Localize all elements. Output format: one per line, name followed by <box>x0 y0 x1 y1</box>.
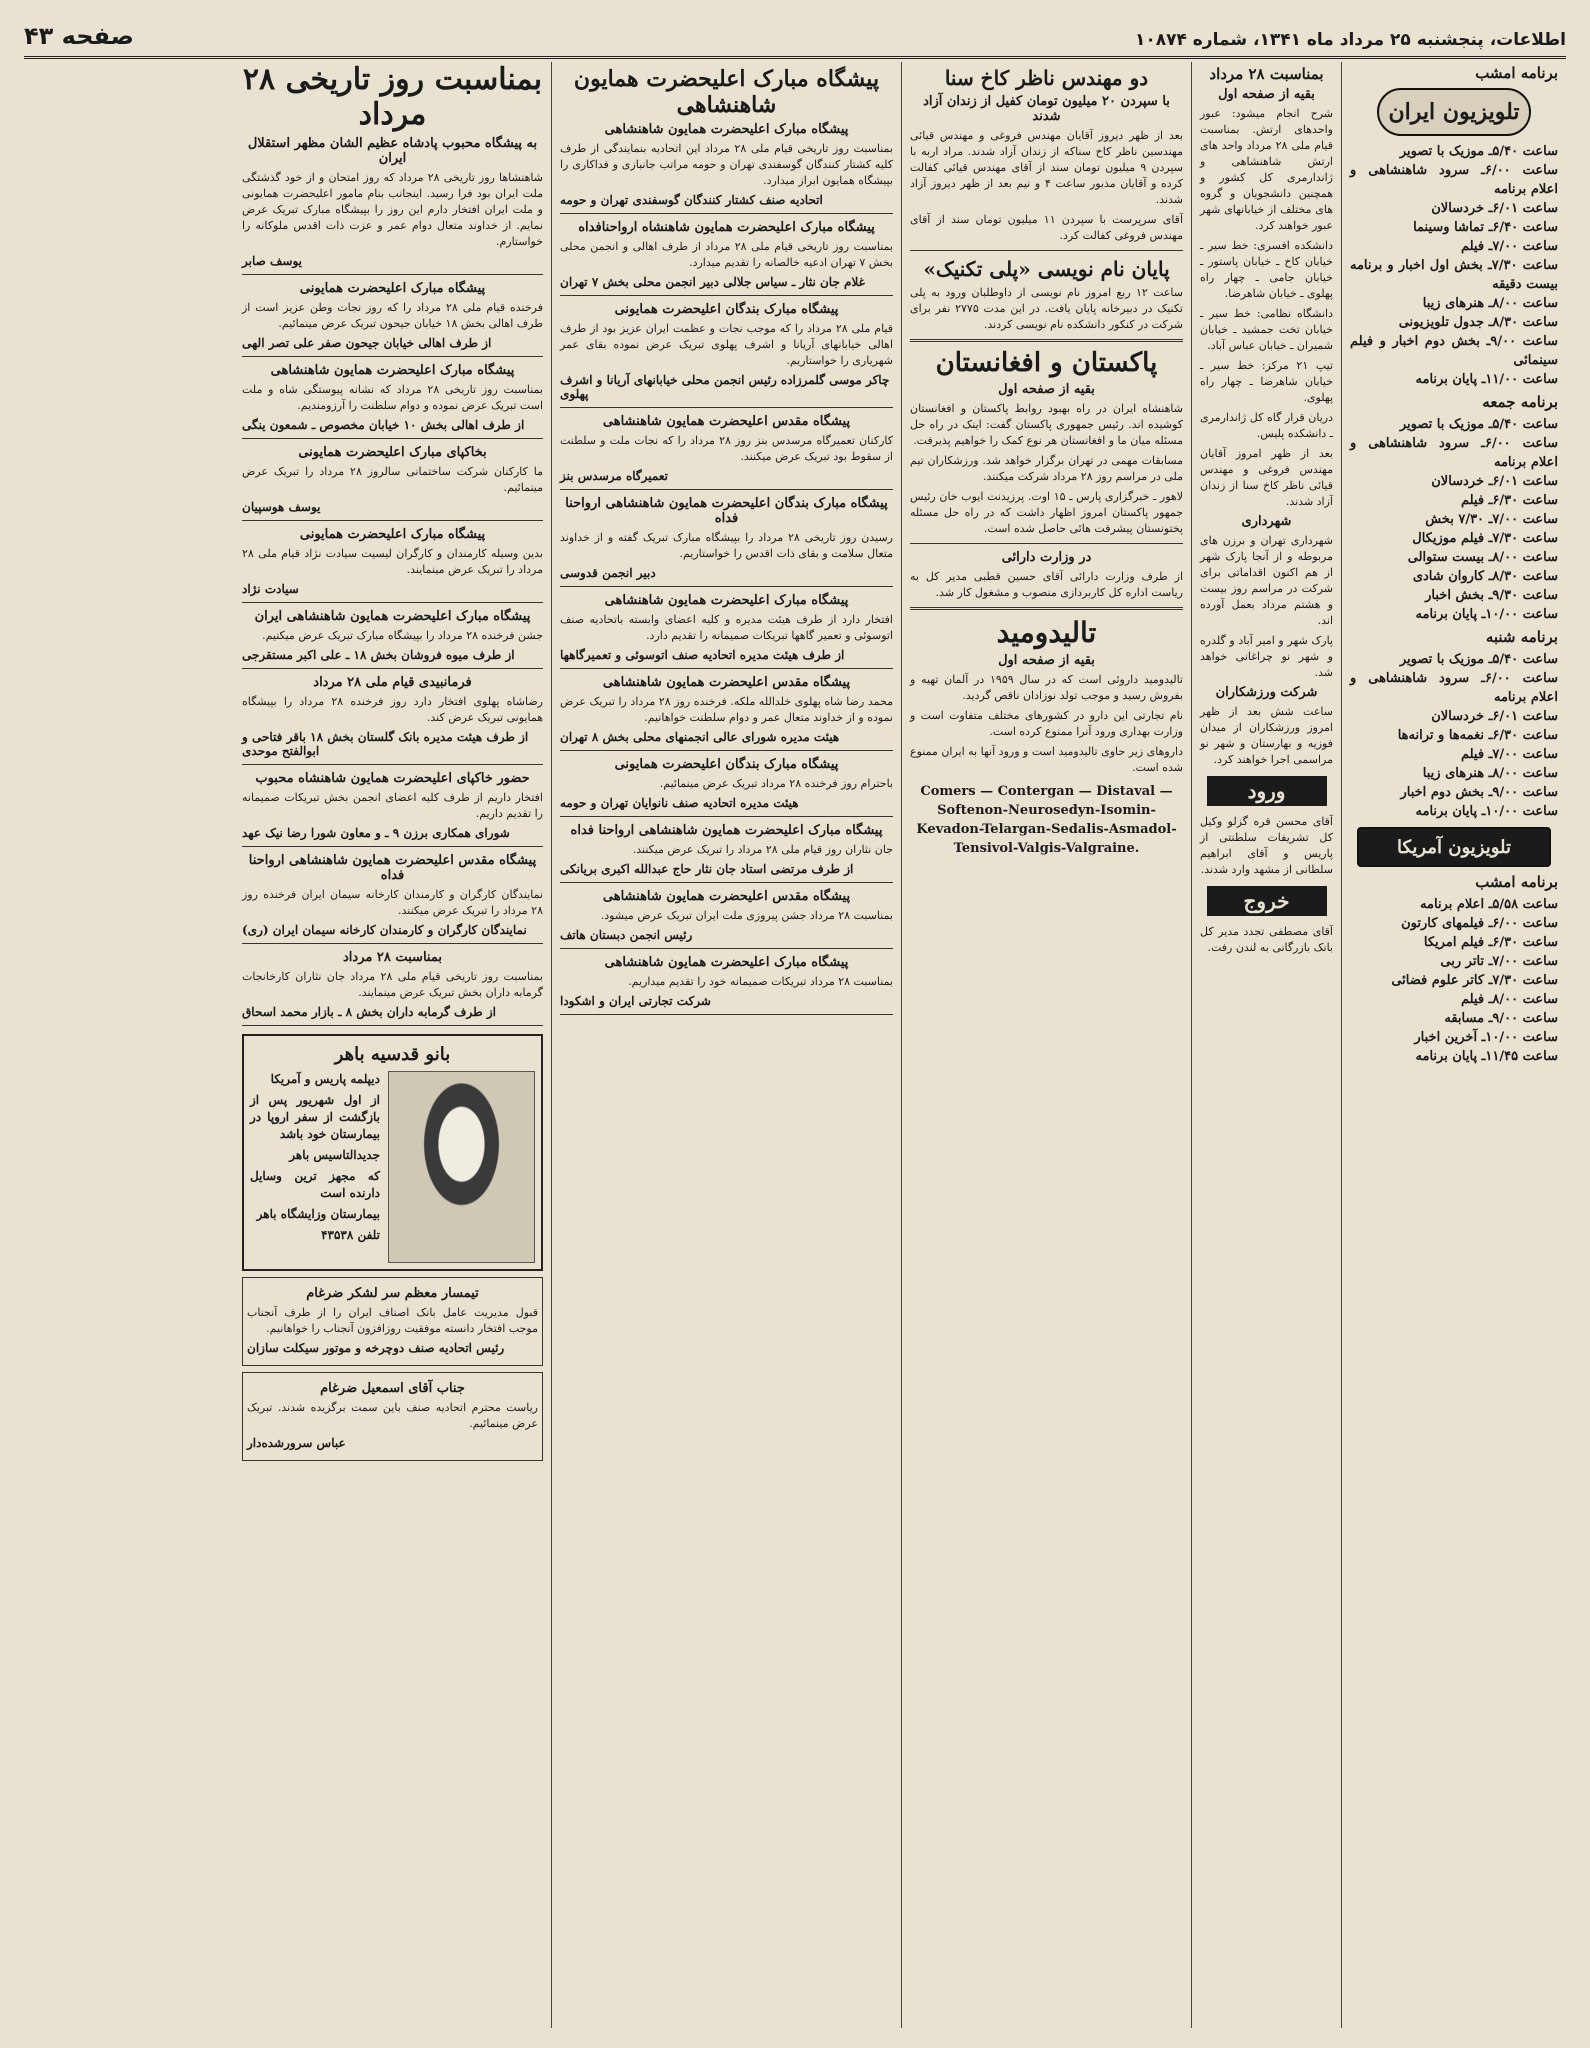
greeting-signature: هیئت مدیره شورای عالی انجمنهای محلی بخش ۸ تهران <box>560 730 840 744</box>
greeting-item <box>242 363 543 439</box>
greeting-heading: حضور خاکپای اعلیحضرت همایون شاهنشاه محبوب <box>255 771 530 786</box>
tv-program-line: ساعت ۶/۰۱ـ خردسالان <box>1431 201 1558 216</box>
columns <box>24 62 1566 2028</box>
tv-program-line: ساعت ۷/۰۰ـ فیلم <box>1460 239 1558 254</box>
pakistan-body <box>910 401 1183 537</box>
greeting-text: رضاشاه پهلوی افتخار دارد روز فرخنده ۲۸ مرداد را بپیشگاه همایونی تبریک عرض کند. <box>242 695 543 724</box>
paragraph: مسابقات مهمی در تهران برگزار خواهد شد. ورزشکاران تیم ملی در مراسم روز ۲۸ مرداد شرکت میکنند. <box>910 454 1183 483</box>
greeting-signature: هیئت مدیره اتحادیه صنف نانوایان تهران و حومه <box>560 796 799 810</box>
greeting-item <box>242 445 543 521</box>
greeting-signature: رئیس انجمن دبستان هاتف <box>560 928 693 942</box>
greeting-item <box>560 823 893 883</box>
divider <box>242 602 543 603</box>
greeting-signature: دبیر انجمن قدوسی <box>560 566 656 580</box>
homayoun-title: پیشگاه مبارک اعلیحضرت همایون شاهنشاهی <box>573 66 880 118</box>
greeting-item <box>242 675 543 765</box>
departure-text: آقای مصطفی تجدد مدیر کل بانک بازرگانی به لندن رفت. <box>1200 925 1333 954</box>
greeting-text: بمناسبت روز تاریخی قیام ملی ۲۸ مرداد جان نثاران کارخانجات گرمابه داران بخش تبریک عرض مینمایند. <box>242 970 543 999</box>
us-tv-list <box>1350 895 1558 1066</box>
greeting-item <box>242 853 543 944</box>
greeting-heading: پیشگاه مبارک اعلیحضرت همایون شاهنشاهی <box>604 122 849 137</box>
paragraph: ساعت شش بعد از ظهر امروز ورزشکاران از میدان فوزیه و بهارستان و شهر نو مراسمی اجرا خواهند کرد. <box>1200 705 1333 766</box>
portrait-photo <box>388 1071 535 1263</box>
tv-program-column <box>1341 62 1566 2028</box>
greeting-signature: از طرف اهالی بخش ۱۰ خیابان مخصوص ـ شمعون ینگی <box>242 418 525 432</box>
greeting-heading: فرمانبیدی قیام ملی ۲۸ مرداد <box>313 675 472 690</box>
municipality-body <box>1200 533 1333 681</box>
mordad-col-body <box>1200 106 1333 510</box>
arrival-tag: ورود <box>1207 776 1327 806</box>
greeting-item <box>242 136 543 275</box>
tv-tonight-heading: برنامه امشب <box>1475 64 1558 82</box>
paragraph: داروهای زیر حاوی تالیدومید است و ورود آنها به ایران ممنوع شده است. <box>910 745 1183 774</box>
us-tv-tonight-heading: برنامه امشب <box>1475 873 1558 891</box>
notice-signature: رئیس اتحادیه صنف دوچرخه و موتور سیکلت سازان <box>247 1341 505 1355</box>
tv-program-line: ساعت ۸/۳۰ـ کاروان شادی <box>1412 569 1558 584</box>
greeting-signature: غلام جان نثار ـ سیاس جلالی دبیر انجمن محلی بخش ۷ تهران <box>560 275 865 289</box>
greeting-text: جان نثاران روز قیام ملی ۲۸ مرداد را تبریک عرض میکنند. <box>632 843 893 856</box>
tv-program-line: ساعت ۱۱/۰۰ـ پایان برنامه <box>1415 372 1558 387</box>
greeting-text: افتخار داریم از طرف کلیه اعضای انجمن بخش تبریکات صمیمانه را تقدیم داریم. <box>242 791 543 820</box>
greeting-item <box>242 771 543 847</box>
nazer-subtitle: با سپردن ۲۰ میلیون تومان کفیل از زندان آزاد شدند <box>923 94 1170 124</box>
greeting-text: بمناسبت ۲۸ مرداد تبریکات صمیمانه خود را تقدیم میداریم. <box>628 975 893 988</box>
greeting-heading: پیشگاه مبارک اعلیحضرت همایونی <box>299 527 486 542</box>
iran-tv-logo: تلویزیون ایران <box>1377 88 1531 136</box>
mordad-col-title: بمناسبت ۲۸ مرداد <box>1209 65 1324 83</box>
athletes-body <box>1200 704 1333 768</box>
greeting-item <box>560 757 893 817</box>
greeting-heading: پیشگاه مبارک اعلیحضرت همایون شاهنشاه ارواحنافداه <box>578 220 875 235</box>
tv-program-line: ساعت ۹/۰۰ـ بخش دوم اخبار <box>1400 785 1558 800</box>
greeting-text: بمناسبت ۲۸ مرداد جشن پیروزی ملت ایران تبریک عرض میشود. <box>600 909 893 922</box>
tv-program-line: ساعت ۹/۰۰ـ بخش دوم اخبار و فیلم سینمائی <box>1350 334 1558 368</box>
tv-saturday-heading: برنامه شنبه <box>1485 628 1558 646</box>
greeting-heading: پیشگاه مبارک اعلیحضرت همایون شاهنشاهی <box>604 955 849 970</box>
divider <box>242 846 543 847</box>
divider <box>560 586 893 587</box>
greeting-item <box>560 414 893 490</box>
greeting-text: جشن فرخنده ۲۸ مرداد را بپیشگاه مبارک تبریک عرض میکنیم. <box>262 629 543 642</box>
polytechnic-title: پایان نام نویسی «پلی تکنیک» <box>923 257 1170 281</box>
page-header <box>24 18 1566 59</box>
athletes-heading: شرکت ورزشکاران <box>1215 685 1318 700</box>
nazer-body <box>910 128 1183 244</box>
greeting-item <box>560 955 893 1015</box>
divider <box>910 339 1183 342</box>
pakistan-title: پاکستان و افغانستان <box>935 348 1158 378</box>
ad-line: از اول شهریور پس از بازگشت از سفر اروپا در بیمارستان خود باشد <box>250 1093 380 1141</box>
nazer-title: دو مهندس ناظر کاخ سنا <box>944 66 1149 90</box>
greeting-signature: از طرف میوه فروشان بخش ۱۸ ـ علی اکبر مستقرجی <box>242 648 515 662</box>
greeting-heading: پیشگاه مبارک اعلیحضرت همایون شاهنشاهی <box>604 593 849 608</box>
greeting-item <box>242 527 543 603</box>
divider <box>242 438 543 439</box>
greeting-item <box>560 675 893 751</box>
tv-saturday-list <box>1350 650 1558 821</box>
greeting-heading: پیشگاه مقدس اعلیحضرت همایون شاهنشاهی ارواحنا فداه <box>248 853 537 883</box>
tv-program-line: ساعت ۷/۰۰ـ ۷/۳۰ بخش <box>1425 512 1558 527</box>
tv-program-line: ساعت ۵/۵۸ـ اعلام برنامه <box>1420 897 1558 912</box>
paragraph: تیپ ۲۱ مرکز: خط سیر ـ خیابان شاهرضا ـ چهار راه پهلوی. <box>1200 359 1334 404</box>
greeting-heading: پیشگاه مبارک بندگان اعلیحضرت همایونی <box>614 757 839 772</box>
greeting-signature: اتحادیه صنف کشتار کنندگان گوسفندی تهران و حومه <box>560 193 823 207</box>
mordad-greetings <box>242 136 543 1026</box>
tv-program-line: ساعت ۱۰/۰۰ـ پایان برنامه <box>1415 607 1558 622</box>
paragraph: پارک شهر و امیر آباد و گلدره و شهر نو چراغانی خواهد شد. <box>1200 634 1333 679</box>
greeting-item <box>560 593 893 669</box>
greeting-text: بمناسبت روز تاریخی قیام ملی ۲۸ مرداد این اتحادیه بنمایندگی از طرف کلیه کشتار کنندگان گوسفندی تهران و حومه مراتب جانبازی و فداکاری را بپیشگاه همایون ابراز میدارد. <box>560 142 893 187</box>
tv-program-line: ساعت ۹/۳۰ـ بخش اخبار <box>1425 588 1558 603</box>
greeting-heading: پیشگاه مبارک اعلیحضرت همایون شاهنشاهی ایران <box>254 609 531 624</box>
finance-heading: در وزارت دارائی <box>1001 550 1092 565</box>
notice2-title: جناب آقای اسمعیل ضرغام <box>320 1381 465 1396</box>
greeting-signature: سیادت نژاد <box>242 582 299 596</box>
paragraph: بعد از ظهر دیروز آقایان مهندس فروغی و مهندس قیائی مهندسین ناظر کاخ سناکه از زندان آزاد شدند. مراد اربه با سپردن ۹ میلیون تومان سند از آقای مهندس قیائی کفالت کرده و آقایان مذبور ساعت ۴ و نیم بعد از ظهر دیروز آزاد شدند. <box>910 129 1184 206</box>
greeting-signature: شورای همکاری برزن ۹ ـ و معاون شورا رضا نیک عهد <box>242 826 510 840</box>
ad-line: که مجهز ترین وسایل دارنده است <box>250 1169 380 1200</box>
paragraph: تالیدومید داروئی است که در سال ۱۹۵۹ در آلمان تهیه و بفروش رسید و موجب تولد نوزادان ناقص گردید. <box>910 673 1183 702</box>
tv-program-line: ساعت ۵/۴۰ـ موزیک با تصویر <box>1399 144 1558 159</box>
greetings-column-right <box>551 62 901 2028</box>
thalidomide-body <box>910 672 1183 776</box>
greeting-heading: پیشگاه مبارک اعلیحضرت همایونی <box>299 281 486 296</box>
tv-program-line: ساعت ۹/۰۰ـ مسابقه <box>1444 1011 1558 1026</box>
greeting-text: افتخار دارد از طرف هیئت مدیره و کلیه اعضای وابسته باتحادیه صنف اتوسوئی و تعمیر گاهها تبریکات صمیمانه را تقدیم دارد. <box>560 613 893 642</box>
divider <box>560 213 893 214</box>
greeting-heading: پیشگاه مبارک اعلیحضرت همایون شاهنشاهی <box>270 363 515 378</box>
tv-program-line: ساعت ۸/۰۰ـ فیلم <box>1460 992 1558 1007</box>
mordad-continued-column <box>1191 62 1341 2028</box>
greeting-text: قیام ملی ۲۸ مرداد را که موجب نجات و عظمت ایران عزیز بود از طرف اهالی خیابانهای آریانا و اشرف پهلوی تبریک عرض نموده بقای عمر شهریاری را خواستاریم. <box>560 322 893 367</box>
news-column <box>901 62 1191 2028</box>
greeting-signature: چاکر موسی گلمرزاده رئیس انجمن محلی خیابانهای آریانا و اشرف پهلوی <box>560 373 890 401</box>
paragraph: شاهنشاه ایران در راه بهبود روابط پاکستان و افغانستان کوشیده اند. رئیس جمهوری پاکستان گفت: اینک در راه حل مسئله میان ما و افغانستان هر نوع کمک را خواهیم پذیرفت. <box>910 402 1183 447</box>
ad-line: تلفن ۴۳۵۳۸ <box>321 1228 380 1242</box>
paragraph: دریان قرار گاه کل ژاندارمری ـ دانشکده پلیس. <box>1200 411 1333 440</box>
divider <box>560 407 893 408</box>
greeting-heading: بخاکپای مبارک اعلیحضرت همایونی <box>298 445 487 460</box>
greeting-item <box>242 609 543 669</box>
greeting-item <box>560 122 893 214</box>
tv-program-line: ساعت ۷/۳۰ـ کاتر علوم فضائی <box>1391 973 1558 988</box>
greeting-heading: پیشگاه مبارک اعلیحضرت همایون شاهنشاهی ارواحنا فداه <box>570 823 883 838</box>
tv-program-line: ساعت ۶/۳۰ـ فیلم امریکا <box>1423 935 1558 950</box>
tv-program-line: ساعت ۶/۰۱ـ خردسالان <box>1431 474 1558 489</box>
tv-program-line: ساعت ۶/۰۰ـ سرود شاهنشاهی و اعلام برنامه <box>1350 671 1558 705</box>
greeting-item <box>560 889 893 949</box>
drug-names: Comers — Contergan — Distaval — Softenon-Neurosedyn-Isomin-Kevadon-Telargan-Sedalis-Asmadol-Tensivol-Valgis-Valgraine. <box>916 784 1177 856</box>
paragraph: نام تجارتی این دارو در کشورهای مختلف متفاوت است و وزارت بهداری ورود آنرا ممنوع کرده است. <box>910 709 1183 738</box>
greeting-item <box>242 281 543 357</box>
hospital-ad <box>242 1034 543 1271</box>
greeting-heading: پیشگاه مقدس اعلیحضرت همایون شاهنشاهی <box>602 675 851 690</box>
divider <box>560 948 893 949</box>
greeting-text: شاهنشاها روز تاریخی ۲۸ مرداد که روز امتحان و از خود گذشتگی ملت ایران بود فرا رسید. اینجانب بنام مامور اعلیحضرت همایونی و ملت ایران افتخار دارم این روز را بپیشگاه مبارک تبریک عرض نمایم. از خداوند متعال دوام عمر و عزت ذات اقدس ملوکانه را خواستارم. <box>242 171 543 248</box>
tv-program-line: ساعت ۶/۳۰ـ نغمه‌ها و ترانه‌ها <box>1397 728 1558 743</box>
divider <box>910 607 1183 610</box>
notice2-text: ریاست محترم اتحادیه صنف باین سمت برگزیده شدند. تبریک عرض مینمائیم. <box>247 1401 538 1430</box>
divider <box>242 274 543 275</box>
greeting-item <box>560 496 893 587</box>
greeting-heading: به پیشگاه محبوب پادشاه عظیم الشان مظهر استقلال ایران <box>247 136 538 166</box>
pakistan-cont: بقیه از صفحه اول <box>998 382 1095 397</box>
divider <box>560 295 893 296</box>
divider <box>560 750 893 751</box>
paragraph: آقای سرپرست با سپردن ۱۱ میلیون تومان سند از آقای مهندس فروغی کفالت کرد. <box>910 213 1183 242</box>
tv-program-line: ساعت ۶/۴۰ـ تماشا وسینما <box>1413 220 1558 235</box>
paragraph: دانشکده افسری: خط سیر ـ خیابان کاخ ـ خیابان پاستور ـ خیابان جامی ـ چهار راه پهلوی ـ خیابان شاهرضا. <box>1200 239 1333 300</box>
divider <box>242 1025 543 1026</box>
greeting-signature: شرکت تجارتی ایران و اشکودا <box>560 994 711 1008</box>
divider <box>242 943 543 944</box>
greeting-heading: پیشگاه مبارک بندگان اعلیحضرت همایون شاهنشاهی ارواحنا فداه <box>565 496 888 526</box>
page-number: صفحه ۴۳ <box>24 22 134 50</box>
divider <box>560 816 893 817</box>
paragraph: شهرداری تهران و برزن های مربوطه و از آنجا پارک شهر از هم اکنون اقداماتی برای شرکت در مراسم روز بیست و هشتم مرداد بعمل آورده اند. <box>1200 534 1333 627</box>
greeting-text: بمناسبت روز تاریخی ۲۸ مرداد که نشانه پیوستگی شاه و ملت است تبریک عرض نموده و دوام سلطنت را آرزومندیم. <box>242 383 543 412</box>
ad-line: جدیدالتاسیس باهر <box>289 1148 380 1162</box>
tv-program-line: ساعت ۱۱/۴۵ـ پایان برنامه <box>1415 1049 1558 1064</box>
notice-box-2 <box>242 1372 543 1461</box>
tv-program-line: ساعت ۶/۳۰ـ فیلم <box>1460 493 1558 508</box>
notice-box <box>242 1277 543 1366</box>
greeting-item <box>242 950 543 1026</box>
greetings-column-left <box>234 62 551 2028</box>
greeting-text: فرخنده قیام ملی ۲۸ مرداد را که روز نجات وطن عزیز است از طرف اهالی بخش ۱۸ خیابان جیحون تبریک عرض مینمائیم. <box>242 301 543 330</box>
greeting-signature: از طرف هیئت مدیره اتحادیه صنف اتوسوئی و تعمیرگاهها <box>560 648 845 662</box>
ad-line: بیمارستان وزایشگاه باهر <box>256 1207 380 1221</box>
polytechnic-body <box>910 285 1183 333</box>
thalidomide-cont: بقیه از صفحه اول <box>998 653 1095 668</box>
paragraph: دانشگاه نظامی: خط سیر ـ خیابان تخت جمشید ـ خیابان شمیران ـ خیابان عباس آباد. <box>1200 307 1333 352</box>
municipality-heading: شهرداری <box>1241 514 1292 529</box>
greeting-heading: پیشگاه مبارک بندگان اعلیحضرت همایونی <box>614 302 839 317</box>
greeting-signature: یوسف صابر <box>242 254 302 268</box>
greeting-item <box>560 220 893 296</box>
homayoun-greetings <box>560 122 893 1015</box>
greeting-signature: از طرف مرتضی استاد جان نثار حاج عبدالله اکبری بریانکی <box>560 862 854 876</box>
greeting-signature: یوسف هوسپیان <box>242 500 321 514</box>
divider <box>242 356 543 357</box>
tv-program-line: ساعت ۵/۴۰ـ موزیک با تصویر <box>1399 652 1558 667</box>
greeting-signature: تعمیرگاه مرسدس بنز <box>560 469 668 483</box>
greeting-item <box>560 302 893 408</box>
greeting-text: بدین وسیله کارمندان و کارگران لیسیت سیادت نژاد قیام ملی ۲۸ مرداد را تبریک عرض مینمایند. <box>242 547 543 576</box>
greeting-text: بمناسبت روز تاریخی قیام ملی ۲۸ مرداد از طرف اهالی و انجمن محلی بخش ۷ تهران ادعیه خالصانه را تقدیم میدارد. <box>560 240 893 269</box>
paragraph: شرح انجام میشود: عبور واحدهای ارتش. بمناسبت قیام ملی ۲۸ مرداد واحد های ارتش شاهنشاهی و ژاندارمری کل کشور و همچنین دانشجویان و گروه های مختلف از خیابانهای شهر عبور خواهند کرد. <box>1200 107 1333 232</box>
tv-program-line: ساعت ۱۰/۰۰ـ آخرین اخبار <box>1414 1030 1558 1045</box>
greeting-signature: از طرف اهالی خیابان جیحون صفر علی تصر الهی <box>242 336 492 350</box>
tv-program-line: ساعت ۶/۰۰ـ سرود شاهنشاهی و اعلام برنامه <box>1350 436 1558 470</box>
greeting-heading: بمناسبت ۲۸ مرداد <box>343 950 442 965</box>
ad-title: بانو قدسیه باهر <box>334 1044 451 1065</box>
divider <box>560 1014 893 1015</box>
tv-program-line: ساعت ۱۰/۰۰ـ پایان برنامه <box>1415 804 1558 819</box>
ad-line: دیپلمه پاریس و آمریکا <box>270 1072 380 1086</box>
divider <box>560 489 893 490</box>
tv-program-line: ساعت ۷/۰۰ـ تاتر ربی <box>1440 954 1558 969</box>
greeting-text: کارکنان تعمیرگاه مرسدس بنز روز ۲۸ مرداد را که نجات ملت و سلطنت از سقوط بود تبریک عرض میکنند. <box>560 434 893 463</box>
tv-program-line: ساعت ۶/۰۰ـ فیلمهای کارتون <box>1401 916 1558 931</box>
greeting-signature: از طرف هیئت مدیره بانک گلستان بخش ۱۸ باقر فتاحی و ابوالفتح موحدی <box>242 730 529 758</box>
divider <box>560 668 893 669</box>
greeting-heading: پیشگاه مقدس اعلیحضرت همایون شاهنشاهی <box>602 414 851 429</box>
arrival-text: آقای محسن قره گزلو وکیل کل تشریفات سلطنتی از پاریس و آقای ابراهیم سلطانی از مشهد وارد شدند. <box>1200 815 1333 876</box>
divider <box>242 668 543 669</box>
tv-program-line: ساعت ۷/۳۰ـ بخش اول اخبار و برنامه بیست دقیقه <box>1350 258 1558 292</box>
paragraph: لاهور ـ خبرگزاری پارس ـ ۱۵ اوت. پرزیدنت ایوب خان رئیس جمهور پاکستان امروز اظهار داشت که در راه حل مسئله پختونستان پیشرفت هائی حاصل شده است. <box>910 490 1183 535</box>
issue-line: اطلاعات، پنجشنبه ۲۵ مرداد ماه ۱۳۴۱، شماره ۱۰۸۷۴ <box>1134 30 1566 50</box>
tv-program-line: ساعت ۶/۰۰ـ سرود شاهنشاهی و اعلام برنامه <box>1350 163 1558 197</box>
tv-tonight-list <box>1350 142 1558 389</box>
tv-program-line: ساعت ۷/۰۰ـ فیلم <box>1460 747 1558 762</box>
tv-program-line: ساعت ۸/۰۰ـ هنرهای زیبا <box>1422 296 1558 311</box>
greeting-signature: نمایندگان کارگران و کارمندان کارخانه سیمان ایران (ری) <box>242 923 527 937</box>
greeting-text: محمد رضا شاه پهلوی خلدالله ملکه. فرخنده روز ۲۸ مرداد را تبریک عرض نموده و از خداوند متعال عمر و دوام سلطنت خواهانیم. <box>560 695 893 724</box>
greeting-signature: از طرف گرمابه داران بخش ۸ ـ بازار محمد اسحاق <box>242 1005 496 1019</box>
us-tv-logo: تلویزیون آمریکا <box>1357 827 1551 867</box>
divider <box>910 250 1183 251</box>
ad-text <box>250 1071 380 1263</box>
notice-title: تیمسار معظم سر لشکر ضرغام <box>306 1286 479 1301</box>
tv-program-line: ساعت ۷/۳۰ـ فیلم موزیکال <box>1412 531 1558 546</box>
paragraph: ساعت ۱۲ ربع امروز نام نویسی از داوطلبان ورود به پلی تکنیک در دبیرخانه پایان یافت. در این مدت ۲۷۷۵ نفر برای شرکت در کنکور دانشکده نام نویسی کردند. <box>910 286 1184 331</box>
greeting-text: ما کارکنان شرکت ساختمانی سالروز ۲۸ مرداد را تبریک عرض مینمائیم. <box>242 465 543 494</box>
divider <box>242 764 543 765</box>
tv-program-line: ساعت ۶/۰۱ـ خردسالان <box>1431 709 1558 724</box>
thalidomide-title: تالیدومید <box>996 616 1097 649</box>
paragraph: بعد از ظهر امروز آقایان مهندس فروغی و مهندس قیائی ناظر کاخ سنا از زندان آزاد شدند. <box>1200 447 1333 508</box>
greeting-text: باحترام روز فرخنده ۲۸ مرداد تبریک عرض مینمائیم. <box>659 777 893 790</box>
greeting-heading: پیشگاه مقدس اعلیحضرت همایون شاهنشاهی <box>602 889 851 904</box>
notice2-signature: عباس سرورشده‌دار <box>247 1436 346 1450</box>
finance-text: از طرف وزارت دارائی آقای حسین قطبی مدیر کل به ریاست اداره کل کاربردازی منصوب و مشغول کار شد. <box>910 570 1183 599</box>
tv-program-line: ساعت ۵/۴۰ـ موزیک با تصویر <box>1399 417 1558 432</box>
tv-friday-heading: برنامه جمعه <box>1482 393 1558 411</box>
tv-friday-list <box>1350 415 1558 624</box>
notice-text: قبول مدیریت عامل بانک اصناف ایران را از طرف آنجناب موجب افتخار دانسته موفقیت روزافزون آنجناب را خواهانیم. <box>247 1306 538 1335</box>
tv-program-line: ساعت ۸/۳۰ـ جدول تلویزیونی <box>1398 315 1558 330</box>
mordad-main-title: بمناسبت روز تاریخی ۲۸ مرداد <box>242 62 543 132</box>
tv-program-line: ساعت ۸/۰۰ـ بیست ستوالی <box>1407 550 1558 565</box>
greeting-text: نمایندگان کارگران و کارمندان کارخانه سیمان ایران فرخنده روز ۲۸ مرداد را تبریک عرض میکنند. <box>242 888 543 917</box>
divider <box>910 543 1183 544</box>
departure-tag: خروج <box>1207 886 1327 916</box>
mordad-col-cont: بقیه از صفحه اول <box>1218 87 1315 102</box>
tv-program-line: ساعت ۸/۰۰ـ هنرهای زیبا <box>1422 766 1558 781</box>
divider <box>242 520 543 521</box>
divider <box>560 882 893 883</box>
greeting-text: رسیدن روز تاریخی ۲۸ مرداد را بپیشگاه مبارک تبریک گفته و از خداوند متعال سلامت و بقای ذات اقدس را خواستاریم. <box>560 531 893 560</box>
